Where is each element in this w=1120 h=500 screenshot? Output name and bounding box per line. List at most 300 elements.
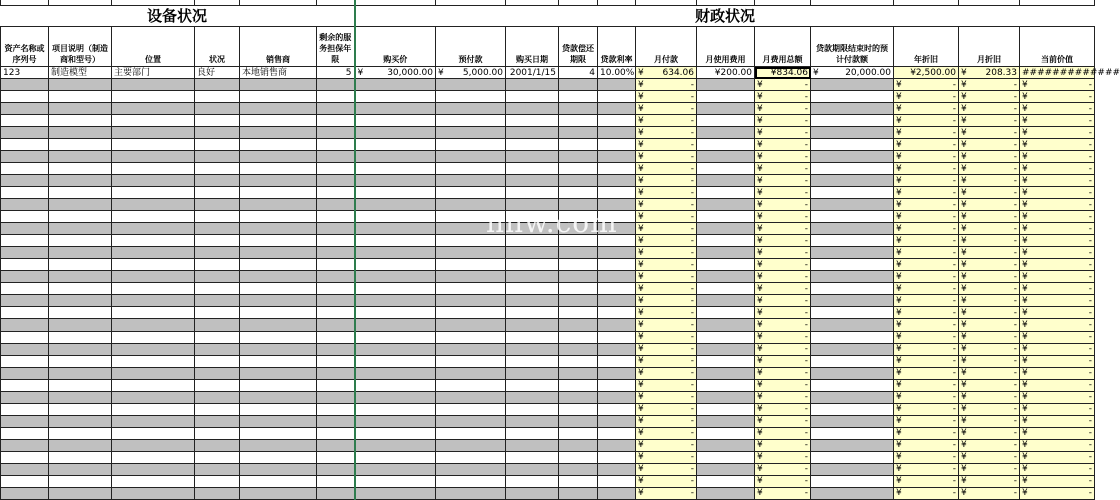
table-cell[interactable]: ¥ - [894, 295, 959, 307]
table-cell[interactable] [49, 463, 112, 475]
table-cell[interactable] [506, 187, 559, 199]
table-cell[interactable] [195, 415, 240, 427]
table-cell[interactable] [195, 187, 240, 199]
table-cell[interactable]: ¥ - [1020, 415, 1095, 427]
table-cell[interactable] [195, 151, 240, 163]
table-cell[interactable] [317, 163, 355, 175]
table-cell[interactable] [240, 343, 317, 355]
table-cell[interactable]: ¥ - [1020, 103, 1095, 115]
table-cell[interactable] [1, 367, 49, 379]
table-cell[interactable] [598, 151, 636, 163]
table-cell[interactable]: ¥ - [959, 247, 1020, 259]
table-cell[interactable] [112, 451, 195, 463]
column-header[interactable]: 资产名称或序列号 [1, 26, 49, 66]
table-cell[interactable]: ¥ - [636, 403, 697, 415]
table-cell[interactable]: ¥ - [894, 259, 959, 271]
table-cell[interactable]: ¥ - [959, 427, 1020, 439]
table-cell[interactable] [195, 379, 240, 391]
table-cell[interactable] [811, 271, 894, 283]
table-cell[interactable] [317, 367, 355, 379]
table-cell[interactable] [811, 391, 894, 403]
table-cell[interactable] [1, 439, 49, 451]
table-cell[interactable] [240, 283, 317, 295]
table-cell[interactable] [559, 187, 598, 199]
table-cell[interactable] [598, 427, 636, 439]
table-cell[interactable]: ¥ - [636, 211, 697, 223]
table-cell[interactable] [436, 259, 506, 271]
table-cell[interactable] [811, 91, 894, 103]
table-cell[interactable] [506, 427, 559, 439]
table-cell[interactable] [436, 247, 506, 259]
table-cell[interactable] [317, 199, 355, 211]
table-cell[interactable] [240, 211, 317, 223]
table-cell[interactable] [598, 103, 636, 115]
table-cell[interactable] [112, 475, 195, 487]
table-cell[interactable] [598, 463, 636, 475]
table-cell[interactable] [1, 307, 49, 319]
table-cell[interactable] [811, 199, 894, 211]
table-cell[interactable] [355, 211, 436, 223]
table-cell[interactable] [355, 391, 436, 403]
table-cell[interactable]: ¥ - [959, 487, 1020, 499]
table-cell[interactable] [195, 475, 240, 487]
table-cell[interactable] [355, 271, 436, 283]
table-cell[interactable]: ¥ - [959, 187, 1020, 199]
table-cell[interactable]: ¥ 634.06 [636, 67, 697, 79]
table-cell[interactable] [112, 259, 195, 271]
table-cell[interactable] [195, 487, 240, 499]
table-cell[interactable] [436, 163, 506, 175]
table-cell[interactable] [697, 343, 755, 355]
table-cell[interactable]: ¥ - [636, 127, 697, 139]
table-cell[interactable] [317, 427, 355, 439]
table-cell[interactable] [1, 199, 49, 211]
table-cell[interactable]: ¥ - [636, 199, 697, 211]
table-cell[interactable]: ¥ - [755, 355, 811, 367]
table-cell[interactable] [811, 439, 894, 451]
column-header[interactable]: 月使用费用 [697, 26, 755, 66]
table-cell[interactable] [240, 139, 317, 151]
table-cell[interactable] [811, 355, 894, 367]
table-cell[interactable] [506, 175, 559, 187]
table-cell[interactable] [49, 247, 112, 259]
table-cell[interactable] [1, 91, 49, 103]
table-cell[interactable] [598, 295, 636, 307]
table-cell[interactable] [49, 259, 112, 271]
table-cell[interactable]: ¥ - [894, 115, 959, 127]
table-cell[interactable]: 4 [559, 67, 598, 79]
table-cell[interactable]: ¥ - [755, 199, 811, 211]
table-cell[interactable]: ¥ - [959, 259, 1020, 271]
table-cell[interactable] [240, 415, 317, 427]
table-cell[interactable]: ¥ - [1020, 199, 1095, 211]
table-cell[interactable] [1, 355, 49, 367]
table-cell[interactable] [697, 367, 755, 379]
table-row[interactable] [1, 139, 1095, 151]
table-cell[interactable] [240, 331, 317, 343]
table-cell[interactable] [598, 415, 636, 427]
table-cell[interactable] [1, 235, 49, 247]
table-cell[interactable] [598, 439, 636, 451]
table-cell[interactable] [195, 223, 240, 235]
table-cell[interactable] [598, 91, 636, 103]
table-cell[interactable]: ¥ - [636, 355, 697, 367]
table-cell[interactable] [559, 379, 598, 391]
table-cell[interactable]: 123 [1, 67, 49, 79]
table-cell[interactable] [506, 379, 559, 391]
column-header[interactable]: 购买价 [355, 26, 436, 66]
table-cell[interactable] [811, 379, 894, 391]
table-cell[interactable] [697, 475, 755, 487]
table-row[interactable] [1, 355, 1095, 367]
table-cell[interactable] [240, 175, 317, 187]
table-cell[interactable] [317, 439, 355, 451]
table-cell[interactable] [355, 403, 436, 415]
table-cell[interactable] [811, 259, 894, 271]
table-cell[interactable] [112, 283, 195, 295]
table-cell[interactable] [811, 475, 894, 487]
table-cell[interactable] [506, 391, 559, 403]
table-cell[interactable] [598, 79, 636, 91]
table-cell[interactable] [317, 379, 355, 391]
table-cell[interactable] [811, 451, 894, 463]
table-cell[interactable] [355, 475, 436, 487]
table-cell[interactable] [1, 331, 49, 343]
table-cell[interactable] [506, 487, 559, 499]
table-cell[interactable]: ¥ - [959, 223, 1020, 235]
table-cell[interactable]: ¥ - [1020, 355, 1095, 367]
table-cell[interactable]: ¥ - [755, 451, 811, 463]
table-cell[interactable] [506, 463, 559, 475]
table-cell[interactable] [506, 319, 559, 331]
table-cell[interactable] [697, 223, 755, 235]
table-cell[interactable]: ¥ - [1020, 451, 1095, 463]
table-cell[interactable] [559, 283, 598, 295]
table-cell[interactable] [112, 403, 195, 415]
table-cell[interactable]: ¥ - [755, 331, 811, 343]
table-cell[interactable]: ¥ - [755, 103, 811, 115]
table-cell[interactable] [436, 283, 506, 295]
table-cell[interactable] [112, 175, 195, 187]
table-cell[interactable] [195, 283, 240, 295]
table-cell[interactable] [317, 79, 355, 91]
table-cell[interactable]: ¥ 30,000.00 [355, 67, 436, 79]
table-cell[interactable]: ¥ - [755, 91, 811, 103]
table-cell[interactable] [195, 235, 240, 247]
table-cell[interactable]: ¥ - [894, 427, 959, 439]
table-cell[interactable] [240, 199, 317, 211]
table-cell[interactable]: ¥ - [894, 319, 959, 331]
table-cell[interactable]: ¥ - [636, 307, 697, 319]
table-cell[interactable]: ¥ - [755, 247, 811, 259]
table-cell[interactable] [355, 199, 436, 211]
table-cell[interactable] [49, 307, 112, 319]
table-cell[interactable] [811, 247, 894, 259]
table-cell[interactable] [559, 115, 598, 127]
table-cell[interactable] [317, 91, 355, 103]
table-cell[interactable] [1, 475, 49, 487]
table-cell[interactable]: ¥ - [1020, 367, 1095, 379]
table-cell[interactable]: ¥ - [894, 127, 959, 139]
table-cell[interactable] [697, 379, 755, 391]
table-cell[interactable] [240, 307, 317, 319]
table-cell[interactable] [240, 427, 317, 439]
table-cell[interactable] [195, 295, 240, 307]
table-cell[interactable]: ¥ - [755, 151, 811, 163]
table-cell[interactable] [506, 451, 559, 463]
table-cell[interactable] [240, 103, 317, 115]
column-header[interactable]: 位置 [112, 26, 195, 66]
table-cell[interactable] [1, 175, 49, 187]
table-cell[interactable] [195, 391, 240, 403]
table-cell[interactable]: ¥2,500.00 [894, 67, 959, 79]
table-cell[interactable] [195, 271, 240, 283]
table-cell[interactable] [49, 331, 112, 343]
table-cell[interactable]: ¥ - [959, 235, 1020, 247]
table-cell[interactable]: ¥ - [755, 463, 811, 475]
table-cell[interactable] [506, 295, 559, 307]
table-cell[interactable]: ¥ - [755, 259, 811, 271]
table-cell[interactable]: ¥ - [894, 391, 959, 403]
table-cell[interactable]: ¥ - [894, 139, 959, 151]
table-cell[interactable] [240, 115, 317, 127]
table-cell[interactable]: ¥ - [959, 127, 1020, 139]
table-cell[interactable] [436, 355, 506, 367]
table-cell[interactable] [559, 151, 598, 163]
table-cell[interactable] [240, 187, 317, 199]
table-cell[interactable]: ¥ - [1020, 487, 1095, 499]
table-cell[interactable] [1, 427, 49, 439]
table-cell[interactable]: ¥ - [1020, 187, 1095, 199]
table-cell[interactable]: ¥ - [1020, 331, 1095, 343]
table-cell[interactable]: ¥ - [755, 307, 811, 319]
table-cell[interactable]: ¥ - [959, 151, 1020, 163]
table-cell[interactable] [436, 175, 506, 187]
table-cell[interactable] [697, 115, 755, 127]
table-cell[interactable] [317, 487, 355, 499]
table-row[interactable] [1, 487, 1095, 499]
column-header[interactable]: 当前价值 [1020, 26, 1095, 66]
table-cell[interactable] [559, 127, 598, 139]
table-cell[interactable]: ¥ - [894, 271, 959, 283]
table-cell[interactable]: ¥ - [1020, 391, 1095, 403]
table-cell[interactable]: ¥ - [1020, 427, 1095, 439]
table-cell[interactable]: ¥ - [636, 319, 697, 331]
table-cell[interactable] [811, 79, 894, 91]
table-cell[interactable] [559, 415, 598, 427]
table-cell[interactable] [355, 139, 436, 151]
table-cell[interactable] [506, 331, 559, 343]
table-cell[interactable]: ¥ - [636, 367, 697, 379]
table-cell[interactable] [317, 475, 355, 487]
table-cell[interactable]: ¥ - [636, 223, 697, 235]
table-cell[interactable] [112, 415, 195, 427]
table-cell[interactable] [240, 91, 317, 103]
table-cell[interactable]: ¥ - [1020, 211, 1095, 223]
table-cell[interactable] [355, 247, 436, 259]
table-cell[interactable]: ¥ - [1020, 283, 1095, 295]
table-cell[interactable] [506, 283, 559, 295]
column-header[interactable]: 贷款利率 [598, 26, 636, 66]
table-cell[interactable] [317, 343, 355, 355]
table-cell[interactable]: ¥ - [636, 175, 697, 187]
table-cell[interactable] [598, 259, 636, 271]
table-cell[interactable] [697, 151, 755, 163]
table-cell[interactable] [1, 247, 49, 259]
table-cell[interactable] [559, 163, 598, 175]
table-cell[interactable] [436, 187, 506, 199]
table-cell[interactable] [697, 295, 755, 307]
table-cell[interactable]: ¥ - [636, 379, 697, 391]
table-cell[interactable] [49, 487, 112, 499]
table-cell[interactable]: ¥ 5,000.00 [436, 67, 506, 79]
table-cell[interactable]: ¥ - [1020, 139, 1095, 151]
table-cell[interactable] [559, 259, 598, 271]
table-cell[interactable]: ¥ - [1020, 319, 1095, 331]
table-row[interactable] [1, 319, 1095, 331]
table-row[interactable] [1, 307, 1095, 319]
table-cell[interactable] [811, 295, 894, 307]
table-cell[interactable] [506, 247, 559, 259]
table-cell[interactable]: ¥ - [959, 355, 1020, 367]
table-cell[interactable] [195, 319, 240, 331]
table-cell[interactable] [697, 463, 755, 475]
table-cell[interactable] [697, 187, 755, 199]
table-cell[interactable] [811, 487, 894, 499]
table-cell[interactable] [559, 391, 598, 403]
table-cell[interactable] [112, 391, 195, 403]
table-cell[interactable] [355, 463, 436, 475]
table-cell[interactable] [1, 223, 49, 235]
table-cell[interactable] [811, 103, 894, 115]
table-row[interactable] [1, 259, 1095, 271]
column-header[interactable]: 项目说明（制造商和型号） [49, 26, 112, 66]
table-cell[interactable] [49, 295, 112, 307]
table-cell[interactable] [598, 139, 636, 151]
table-cell[interactable] [49, 367, 112, 379]
table-cell[interactable] [436, 463, 506, 475]
table-cell[interactable]: ¥ - [636, 187, 697, 199]
table-row[interactable] [1, 367, 1095, 379]
table-cell[interactable] [112, 439, 195, 451]
table-cell[interactable] [1, 391, 49, 403]
table-cell[interactable]: 良好 [195, 67, 240, 79]
table-cell[interactable] [195, 343, 240, 355]
table-cell[interactable]: ¥ - [1020, 307, 1095, 319]
table-cell[interactable] [436, 271, 506, 283]
table-cell[interactable] [49, 439, 112, 451]
table-cell[interactable] [317, 151, 355, 163]
table-cell[interactable] [697, 283, 755, 295]
table-cell[interactable]: ¥ - [959, 139, 1020, 151]
table-cell[interactable]: ¥ - [894, 175, 959, 187]
table-row[interactable] [1, 115, 1095, 127]
table-cell[interactable] [1, 103, 49, 115]
table-cell[interactable] [697, 391, 755, 403]
table-cell[interactable] [559, 475, 598, 487]
table-cell[interactable] [697, 139, 755, 151]
table-cell[interactable] [598, 271, 636, 283]
table-cell[interactable]: ¥ - [755, 271, 811, 283]
table-cell[interactable] [436, 91, 506, 103]
table-cell[interactable] [598, 343, 636, 355]
table-cell[interactable] [317, 271, 355, 283]
table-cell[interactable] [1, 343, 49, 355]
table-cell[interactable] [49, 175, 112, 187]
table-cell[interactable] [506, 403, 559, 415]
table-cell[interactable]: ¥ - [894, 463, 959, 475]
table-cell[interactable]: ¥ - [894, 379, 959, 391]
table-cell[interactable] [317, 415, 355, 427]
table-cell[interactable] [112, 331, 195, 343]
table-cell[interactable] [811, 127, 894, 139]
table-cell[interactable] [436, 139, 506, 151]
table-cell[interactable] [697, 79, 755, 91]
table-cell[interactable] [559, 247, 598, 259]
table-row[interactable] [1, 403, 1095, 415]
table-row[interactable] [1, 283, 1095, 295]
table-cell[interactable] [195, 439, 240, 451]
table-cell[interactable] [112, 247, 195, 259]
table-cell[interactable]: ¥ - [1020, 259, 1095, 271]
table-cell[interactable] [317, 403, 355, 415]
table-cell[interactable] [195, 91, 240, 103]
table-cell[interactable]: ¥ - [1020, 163, 1095, 175]
table-cell[interactable]: ¥ - [894, 223, 959, 235]
table-cell[interactable] [112, 187, 195, 199]
table-cell[interactable] [559, 103, 598, 115]
table-cell[interactable] [49, 283, 112, 295]
table-row[interactable] [1, 91, 1095, 103]
table-cell[interactable] [559, 439, 598, 451]
table-cell[interactable]: ¥ - [959, 307, 1020, 319]
table-row[interactable] [1, 427, 1095, 439]
table-cell[interactable] [195, 403, 240, 415]
table-cell[interactable] [195, 307, 240, 319]
table-cell[interactable] [598, 283, 636, 295]
table-cell[interactable] [436, 367, 506, 379]
table-cell[interactable] [49, 343, 112, 355]
table-cell[interactable]: ¥ - [894, 283, 959, 295]
table-cell[interactable] [240, 391, 317, 403]
table-cell[interactable]: ¥ - [1020, 403, 1095, 415]
table-row[interactable] [1, 391, 1095, 403]
table-cell[interactable]: ¥ - [755, 367, 811, 379]
column-header[interactable]: 月费用总额 [755, 26, 811, 66]
table-cell[interactable]: ¥ - [755, 139, 811, 151]
table-cell[interactable]: ¥ - [636, 79, 697, 91]
table-cell[interactable] [697, 127, 755, 139]
table-cell[interactable] [112, 103, 195, 115]
table-cell[interactable]: ¥ - [755, 115, 811, 127]
table-cell[interactable] [436, 487, 506, 499]
table-cell[interactable]: ¥ - [959, 175, 1020, 187]
table-cell[interactable] [506, 103, 559, 115]
table-cell[interactable] [1, 403, 49, 415]
table-cell[interactable] [1, 271, 49, 283]
table-cell[interactable] [112, 295, 195, 307]
table-cell[interactable]: ¥ - [636, 295, 697, 307]
table-cell[interactable] [598, 187, 636, 199]
table-cell[interactable]: ¥ - [959, 319, 1020, 331]
table-cell[interactable]: ¥ - [755, 283, 811, 295]
table-cell[interactable]: ¥ - [1020, 151, 1095, 163]
table-cell[interactable] [195, 331, 240, 343]
table-cell[interactable] [506, 307, 559, 319]
table-cell[interactable] [1, 379, 49, 391]
table-cell[interactable] [811, 235, 894, 247]
table-cell[interactable]: ¥ - [755, 391, 811, 403]
